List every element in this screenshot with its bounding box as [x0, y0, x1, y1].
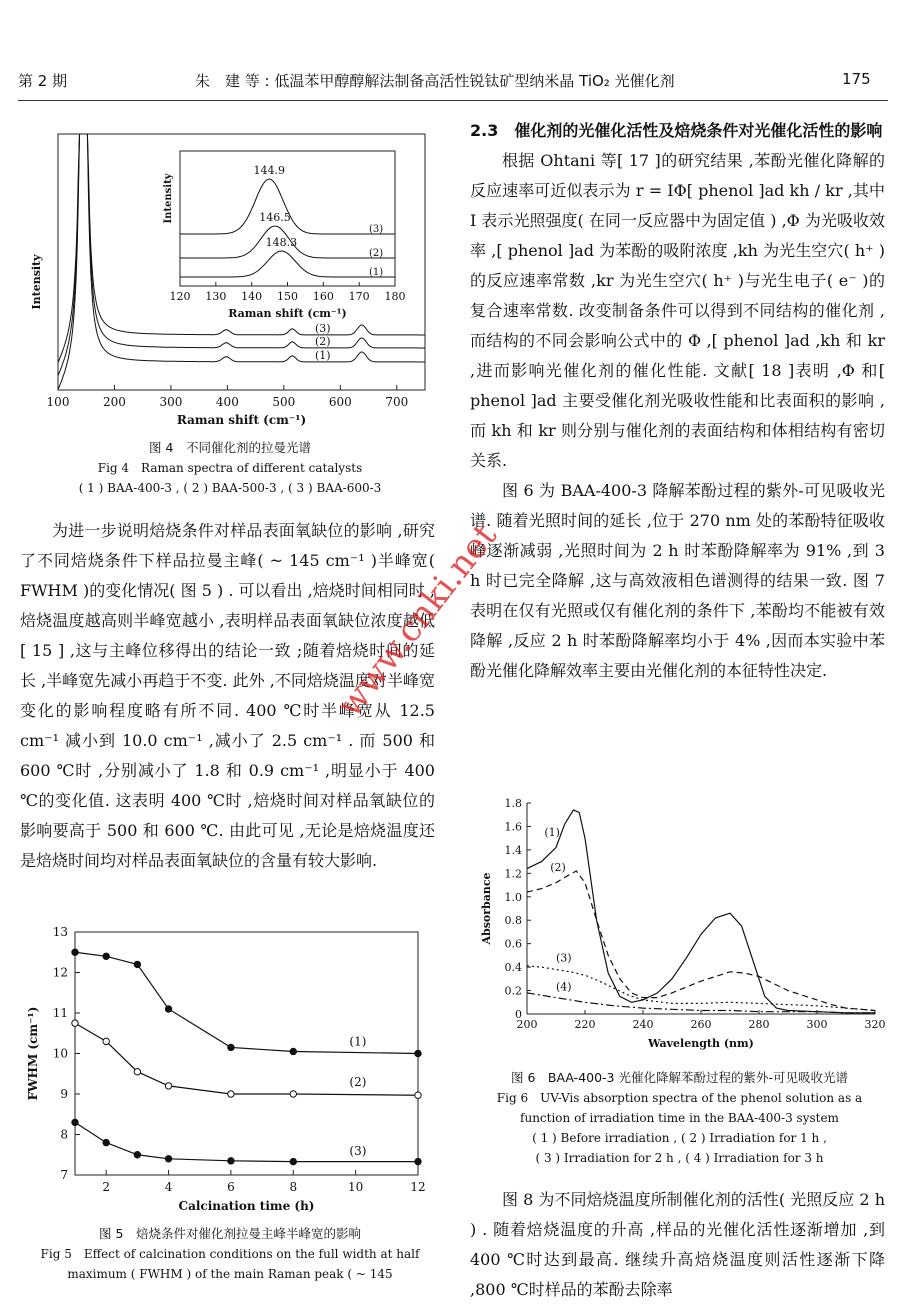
- fig4-inset-series-label: (1): [369, 267, 384, 278]
- fig6-xlabel: Wavelength (nm): [648, 1037, 754, 1050]
- fig5-point: [72, 949, 78, 955]
- fig5-ytick-label: 13: [52, 925, 68, 939]
- left-paragraph: [20, 516, 435, 911]
- fig6-caption-en2: function of irradiation time in the BAA-400-3 system: [520, 1111, 839, 1125]
- fig4-series-label: (3): [315, 322, 331, 335]
- fig5-ytick-label: 11: [52, 1006, 68, 1020]
- fig5-xtick-label: 2: [102, 1180, 111, 1194]
- fig5-frame: [75, 932, 418, 1175]
- section-2-3-title: 2.3 催化剂的光催化活性及焙烧条件对光催化活性的影响: [470, 121, 883, 140]
- fig5-caption: [20, 1224, 440, 1284]
- fig5-point: [290, 1091, 296, 1097]
- fig5-point: [165, 1083, 171, 1089]
- fig5-point: [103, 953, 109, 959]
- fig5-ylabel: FWHM (cm⁻¹): [26, 1006, 40, 1101]
- fig6-ylabel: Absorbance: [480, 872, 493, 945]
- fig4-caption-en: Fig 4 Raman spectra of different catalysts: [97, 461, 363, 475]
- fig5-xtick-label: 10: [347, 1180, 364, 1194]
- fig5-line-1: [75, 952, 418, 1053]
- fig6-caption-en1: Fig 6 UV-Vis absorption spectra of the phenol solution as a: [496, 1091, 863, 1105]
- page-number: 175: [842, 70, 871, 88]
- fig6-xtick-label: 200: [516, 1018, 538, 1031]
- para-fwhm: 为进一步说明焙烧条件对样品表面氧缺位的影响 ,研究了不同焙烧条件下样品拉曼主峰( ~ 145 cm⁻¹ )半峰宽( FWHM )的变化情况( 图 5 ) . 可以看出 ,焙烧时间相同时 ,焙烧温度越高则半峰宽越小 ,表明样品表面氧缺位浓度越低[ 15 ] ,这与主峰位移得出的结论一致 ;随着焙烧时间的延长 ,半峰宽先减小再趋于不变. 此外 ,不同焙烧温度对半峰宽变化的影响程度略有所不同. 400 ℃时半峰宽从 12.5 cm⁻¹ 减小到 10.0 cm⁻¹ ,减小了 2.5 cm⁻¹ . 而 500 和 600 ℃时 ,分别减小了 1.8 和 0.9 cm⁻¹ ,明显小于 400 ℃的变化值. 这表明 400 ℃时 ,焙烧时间对样品氧缺位的影响要高于 500 和 600 ℃. 由此可见 ,无论是焙烧温度还是焙烧时间均对样品表面氧缺位的含量有较大影响.: [20, 521, 435, 870]
- fig4-inset-peak-label: 146.5: [259, 211, 291, 224]
- fig6-caption-en4: ( 3 ) Irradiation for 2 h , ( 4 ) Irradiation for 3 h: [535, 1151, 824, 1165]
- fig5-caption-zh: 图 5 焙烧条件对催化剂拉曼主峰半峰宽的影响: [99, 1226, 361, 1241]
- fig6-ytick-label: 1.8: [504, 797, 522, 810]
- fig6-ytick-label: 1.6: [504, 820, 522, 834]
- fig5-series-label: (3): [349, 1143, 367, 1158]
- fig6-ytick-label: 0.4: [504, 961, 522, 975]
- fig6-line-1: [527, 810, 875, 1013]
- fig6-line-2: [527, 871, 875, 1011]
- para-fig8: 图 8 为不同焙烧温度所制催化剂的活性( 光照反应 2 h ) . 随着焙烧温度的升高 ,样品的光催化活性逐渐增加 ,到 400 ℃时达到最高. 继续升高焙烧温度则活性逐渐下降 ,800 ℃时样品的苯酚去除率: [470, 1190, 885, 1299]
- fig6-series-label: (1): [544, 825, 560, 839]
- fig5-point: [165, 1006, 171, 1012]
- fig4-inset-xtick-label: 160: [312, 290, 334, 303]
- fig4-inset-peak-label: 144.9: [253, 164, 285, 177]
- fig5-series-label: (1): [349, 1034, 367, 1049]
- fig5-xlabel: Calcination time (h): [178, 1199, 315, 1213]
- fig6-ytick-label: 0.8: [504, 914, 522, 928]
- fig5-ytick-label: 10: [52, 1046, 68, 1061]
- fig4-inset-peak-label: 148.3: [265, 236, 298, 249]
- fig6-xtick-label: 260: [690, 1018, 712, 1031]
- fig4-xlabel: Raman shift (cm⁻¹): [176, 413, 307, 427]
- right-column-bottom: [470, 1185, 885, 1299]
- fig5-point: [228, 1158, 234, 1164]
- fig4-inset-xtick-label: 180: [384, 290, 406, 303]
- fig5-ytick-label: 8: [60, 1127, 68, 1142]
- fig6-ytick-label: 1.0: [504, 890, 522, 904]
- fig4-caption: [20, 438, 440, 498]
- fig4-series-label: (1): [315, 349, 331, 362]
- fig5-point: [134, 1069, 140, 1075]
- fig5-ytick-label: 12: [52, 965, 68, 980]
- fig5-point: [228, 1044, 234, 1050]
- fig5-xtick-label: 6: [227, 1180, 235, 1194]
- fig4-inset-xtick-label: 150: [277, 290, 298, 303]
- fig6-ytick-label: 0.6: [504, 937, 522, 951]
- fig4-inset-xtick-label: 120: [169, 290, 191, 303]
- para-ohtani: 根据 Ohtani 等[ 17 ]的研究结果 ,苯酚光催化降解的反应速率可近似表示为 r = IΦ[ phenol ]ad kh / kr ,其中 I 表示光照强度( 在同一反应器中为固定值 ) ,Φ 为光吸收效率 ,[ phenol ]ad 为苯酚的吸附浓度 ,kh 为光生空穴( h⁺ )的反应速率常数 ,kr 为光生空穴( h⁺ )与光生电子( e⁻ )的复合速率常数. 改变制备条件可以得到不同结构的催化剂 ,而结构的不同会影响公式中的 Φ ,[ phenol ]ad ,kh 和 kr ,进而影响光催化剂的催化性能. 文献[ 18 ]表明 ,Φ 和[ phenol ]ad 主要受催化剂光吸收性能和比表面积的影响 ,而 kh 和 kr 则分别与催化剂的表面结构和体相结构有密切关系.: [470, 151, 885, 470]
- fig5-point: [72, 1020, 78, 1026]
- para-fig6: 图 6 为 BAA-400-3 降解苯酚过程的紫外-可见吸收光谱. 随着光照时间的延长 ,位于 270 nm 处的苯酚特征吸收峰逐渐减弱 ,光照时间为 2 h 时苯酚降解率为 91% ,到 3 h 时已完全降解 ,这与高效液相色谱测得的结果一致. 图 7 表明在仅有光照或仅有催化剂的条件下 ,苯酚均不能被有效降解 ,反应 2 h 时苯酚降解率均小于 4% ,因而本实验中苯酚光催化降解效率主要由光催化剂的本征特性决定.: [470, 481, 885, 680]
- figure-5-fwhm: [20, 920, 440, 1220]
- fig4-inset-xtick-label: 140: [241, 290, 263, 303]
- fig5-caption-en: Fig 5 Effect of calcination conditions on the full width at half maximum ( FWHM ) of the main Raman peak ( ~ 145: [40, 1247, 420, 1281]
- fig6-ytick-label: 1.2: [504, 867, 522, 881]
- fig4-series-label: (2): [315, 335, 331, 348]
- fig4-xtick-label: 600: [328, 395, 352, 409]
- fig5-series-label: (2): [349, 1074, 367, 1089]
- fig5-point: [134, 1152, 140, 1158]
- fig4-xtick-label: 400: [215, 395, 239, 409]
- running-header-title: 朱 建 等 : 低温苯甲醇醇解法制备高活性锐钛矿型纳米晶 TiO₂ 光催化剂: [195, 72, 675, 90]
- fig5-xtick-label: 8: [289, 1180, 298, 1194]
- fig6-caption: [472, 1068, 887, 1168]
- figure-6-uvvis: [472, 795, 887, 1063]
- fig6-xtick-label: 300: [806, 1018, 828, 1031]
- fig5-ytick-label: 7: [60, 1168, 68, 1182]
- fig5-xtick-label: 12: [410, 1180, 426, 1194]
- fig5-xtick-label: 4: [164, 1180, 173, 1194]
- fig5-point: [290, 1048, 296, 1054]
- fig4-inset-series-label: (3): [369, 224, 384, 235]
- fig5-point: [103, 1139, 109, 1145]
- fig6-series-label: (3): [556, 951, 572, 965]
- fig6-line-3: [527, 966, 875, 1011]
- fig5-point: [415, 1158, 421, 1164]
- fig5-line-3: [75, 1122, 418, 1161]
- fig6-ytick-label: 0: [515, 1008, 522, 1021]
- fig6-xtick-label: 240: [632, 1018, 654, 1031]
- fig6-xtick-label: 220: [574, 1018, 596, 1031]
- fig4-xtick-label: 500: [272, 395, 296, 409]
- figure-4-raman: [20, 130, 440, 435]
- fig5-point: [134, 961, 140, 967]
- fig6-ytick-label: 1.4: [504, 843, 522, 857]
- fig5-point: [72, 1119, 78, 1125]
- fig4-xtick-label: 700: [385, 395, 409, 409]
- fig6-series-label: (2): [550, 860, 566, 874]
- fig5-point: [228, 1091, 234, 1097]
- fig5-point: [290, 1158, 296, 1164]
- fig4-caption-zh: 图 4 不同催化剂的拉曼光谱: [149, 440, 311, 455]
- fig5-ytick-label: 9: [60, 1087, 68, 1101]
- fig5-point: [103, 1038, 109, 1044]
- fig4-inset-xtick-label: 130: [205, 290, 227, 303]
- fig6-xtick-label: 320: [864, 1018, 886, 1031]
- fig4-xtick-label: 100: [46, 395, 70, 409]
- fig4-inset-xlabel: Raman shift (cm⁻¹): [228, 307, 347, 320]
- fig5-point: [415, 1092, 421, 1098]
- fig4-inset-series-label: (2): [369, 248, 384, 259]
- fig5-point: [165, 1156, 171, 1162]
- fig5-point: [415, 1050, 421, 1056]
- running-header-issue: 第 2 期: [18, 72, 68, 90]
- fig6-caption-zh: 图 6 BAA-400-3 光催化降解苯酚过程的紫外-可见吸收光谱: [511, 1070, 848, 1085]
- fig6-xtick-label: 280: [748, 1018, 770, 1031]
- fig4-inset-ylabel: Intensity: [163, 173, 174, 224]
- fig6-series-label: (4): [556, 980, 572, 994]
- fig6-ytick-label: 0.2: [504, 984, 522, 998]
- fig6-caption-en3: ( 1 ) Before irradiation , ( 2 ) Irradiation for 1 h ,: [532, 1131, 827, 1145]
- fig4-inset-xtick-label: 170: [348, 290, 370, 303]
- fig5-line-2: [75, 1023, 418, 1095]
- fig4-xtick-label: 300: [159, 395, 183, 409]
- fig4-ylabel: Intensity: [30, 254, 43, 310]
- fig4-xtick-label: 200: [103, 395, 126, 409]
- right-column-top: [470, 116, 885, 686]
- watermark: www.cnki.net: [330, 516, 505, 725]
- fig4-caption-legend: ( 1 ) BAA-400-3 , ( 2 ) BAA-500-3 , ( 3 ) BAA-600-3: [78, 481, 382, 495]
- header-rule: [18, 100, 888, 101]
